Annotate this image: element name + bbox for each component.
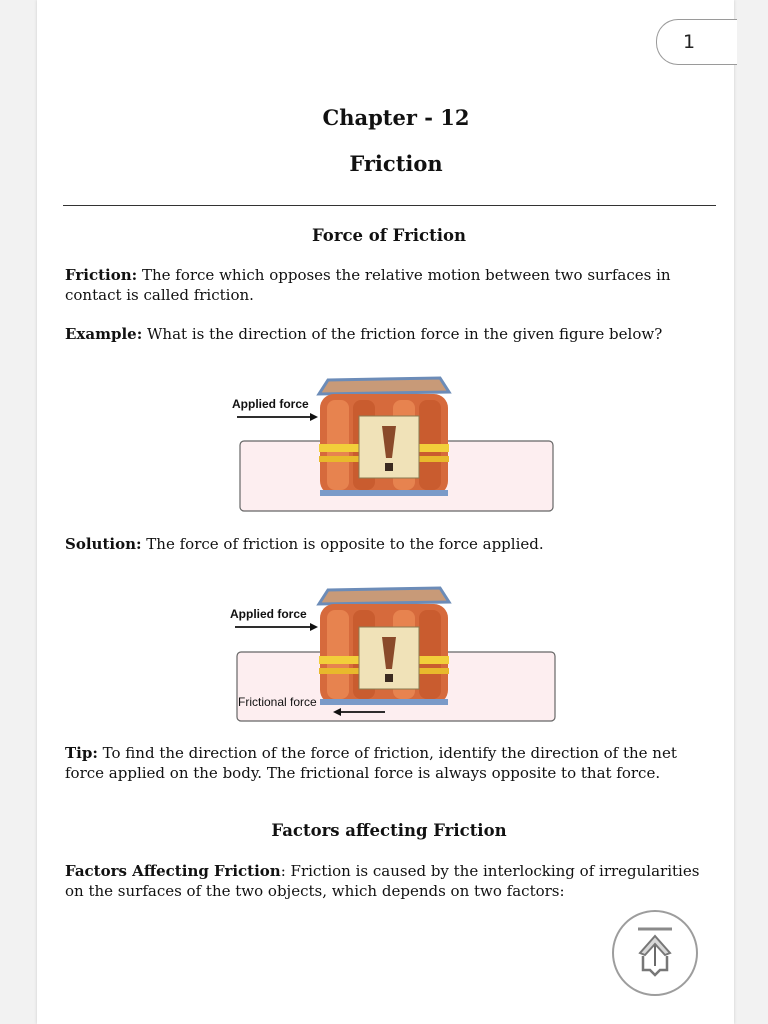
applied-force-label: Applied force <box>230 607 307 621</box>
figure-frictional-force <box>225 580 560 725</box>
scroll-to-top-button[interactable] <box>612 910 698 996</box>
example-term: Example: <box>65 325 143 343</box>
frictional-force-label: Frictional force <box>238 695 317 709</box>
box-object <box>319 588 449 705</box>
figure-applied-force <box>225 370 560 515</box>
section-heading-factors-affecting-friction: Factors affecting Friction <box>271 821 507 840</box>
solution-paragraph <box>65 534 715 554</box>
factors-term: Factors Affecting Friction <box>65 862 281 880</box>
example-text: What is the direction of the friction force in the given figure below? <box>142 325 663 343</box>
solution-term: Solution: <box>65 535 142 553</box>
factors-text: : Friction is caused by the interlocking of irregularities on the surfaces of the two objects, which depends on two factors: <box>65 862 700 900</box>
section-heading-force-of-friction: Force of Friction <box>312 226 466 245</box>
chapter-title: Friction <box>349 151 443 176</box>
factors-paragraph <box>65 861 715 901</box>
chapter-number: Chapter - 12 <box>322 105 470 130</box>
friction-definition-text: The force which opposes the relative motion between two surfaces in contact is called friction. <box>65 266 671 304</box>
tip-term: Tip: <box>65 744 98 762</box>
friction-term: Friction: <box>65 266 138 284</box>
box-object <box>319 378 449 496</box>
friction-definition <box>65 265 715 305</box>
applied-force-label: Applied force <box>232 397 309 411</box>
tip-text: To find the direction of the force of friction, identify the direction of the net force applied on the body. The frictional force is always opposite to that force. <box>65 744 677 782</box>
page-number-badge: 1 <box>656 19 737 65</box>
solution-text: The force of friction is opposite to the force applied. <box>141 535 544 553</box>
tip-paragraph <box>65 743 715 783</box>
applied-force-arrow <box>237 413 318 421</box>
example-paragraph <box>65 324 715 344</box>
divider <box>63 205 716 206</box>
scroll-to-top-icon <box>614 912 696 994</box>
applied-force-arrow <box>235 623 318 631</box>
